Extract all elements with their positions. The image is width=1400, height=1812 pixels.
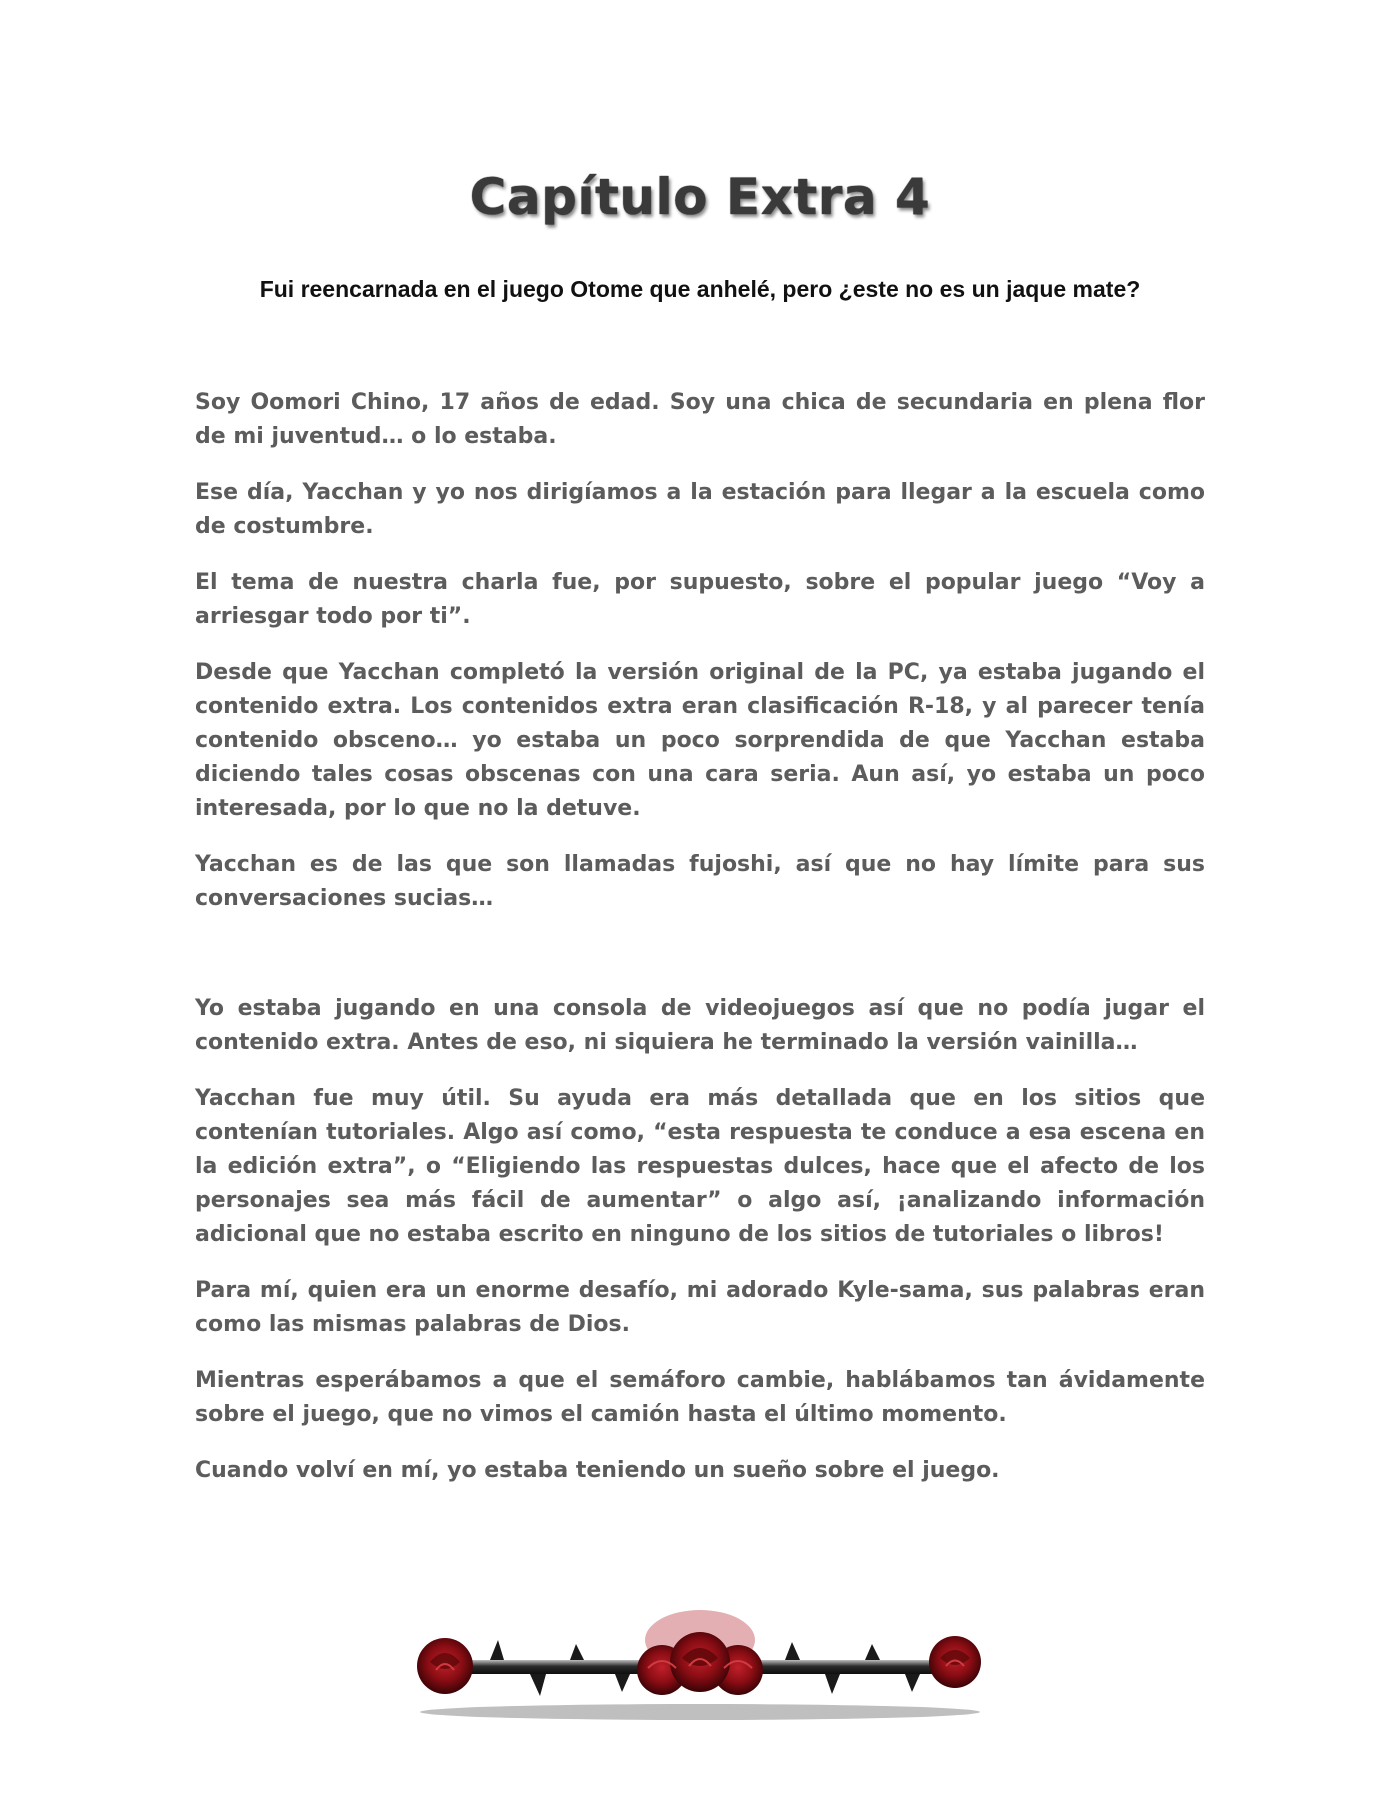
paragraph: Yo estaba jugando en una consola de videojuegos así que no podía jugar el contenido extra. Antes de eso, ni siquiera he terminado la versión vainilla… [195,996,1205,1055]
paragraph: Soy Oomori Chino, 17 años de edad. Soy una chica de secundaria en plena flor de mi juventud… o lo estaba. [195,390,1205,449]
chapter-subtitle: Fui reencarnada en el juego Otome que anhelé, pero ¿este no es un jaque mate? [259,276,1141,302]
paragraph: Yacchan es de las que son llamadas fujoshi, así que no hay límite para sus conversaciones sucias… [195,852,1205,911]
rose-divider-ornament [400,1600,1000,1730]
paragraph: Desde que Yacchan completó la versión original de la PC, ya estaba jugando el contenido extra. Los contenidos extra eran clasificación R-18, y al parecer tenía contenido obsceno… yo estaba un poco sorprendida de que Yacchan estaba diciendo tales cosas obscenas con una cara seria. Aun así, yo estaba un poco interesada, por lo que no la detuve. [195,660,1205,821]
paragraph: El tema de nuestra charla fue, por supuesto, sobre el popular juego “Voy a arriesgar todo por ti”. [195,570,1205,629]
paragraph: Para mí, quien era un enorme desafío, mi adorado Kyle-sama, sus palabras eran como las mismas palabras de Dios. [195,1278,1205,1337]
text-section-two [195,992,1205,1510]
paragraph: Yacchan fue muy útil. Su ayuda era más detallada que en los sitios que contenían tutoriales. Algo así como, “esta respuesta te conduce a esa escena en la edición extra”, o “Eligiendo las respuestas dulces, hace que el afecto de los personajes sea más fácil de aumentar” o algo así, ¡analizando información adicional que no estaba escrito en ninguno de los sitios de tutoriales o libros! [195,1086,1205,1247]
paragraph: Ese día, Yacchan y yo nos dirigíamos a la estación para llegar a la escuela como de costumbre. [195,480,1205,539]
rose-left [417,1638,473,1694]
paragraph: Cuando volví en mí, yo estaba teniendo un sueño sobre el juego. [195,1458,1000,1483]
text-section-one [195,386,1205,938]
paragraph: Mientras esperábamos a que el semáforo cambie, hablábamos tan ávidamente sobre el juego, que no vimos el camión hasta el último momento. [195,1368,1205,1427]
rose-right [929,1636,981,1688]
chapter-title: Capítulo Extra 4 [469,168,931,226]
